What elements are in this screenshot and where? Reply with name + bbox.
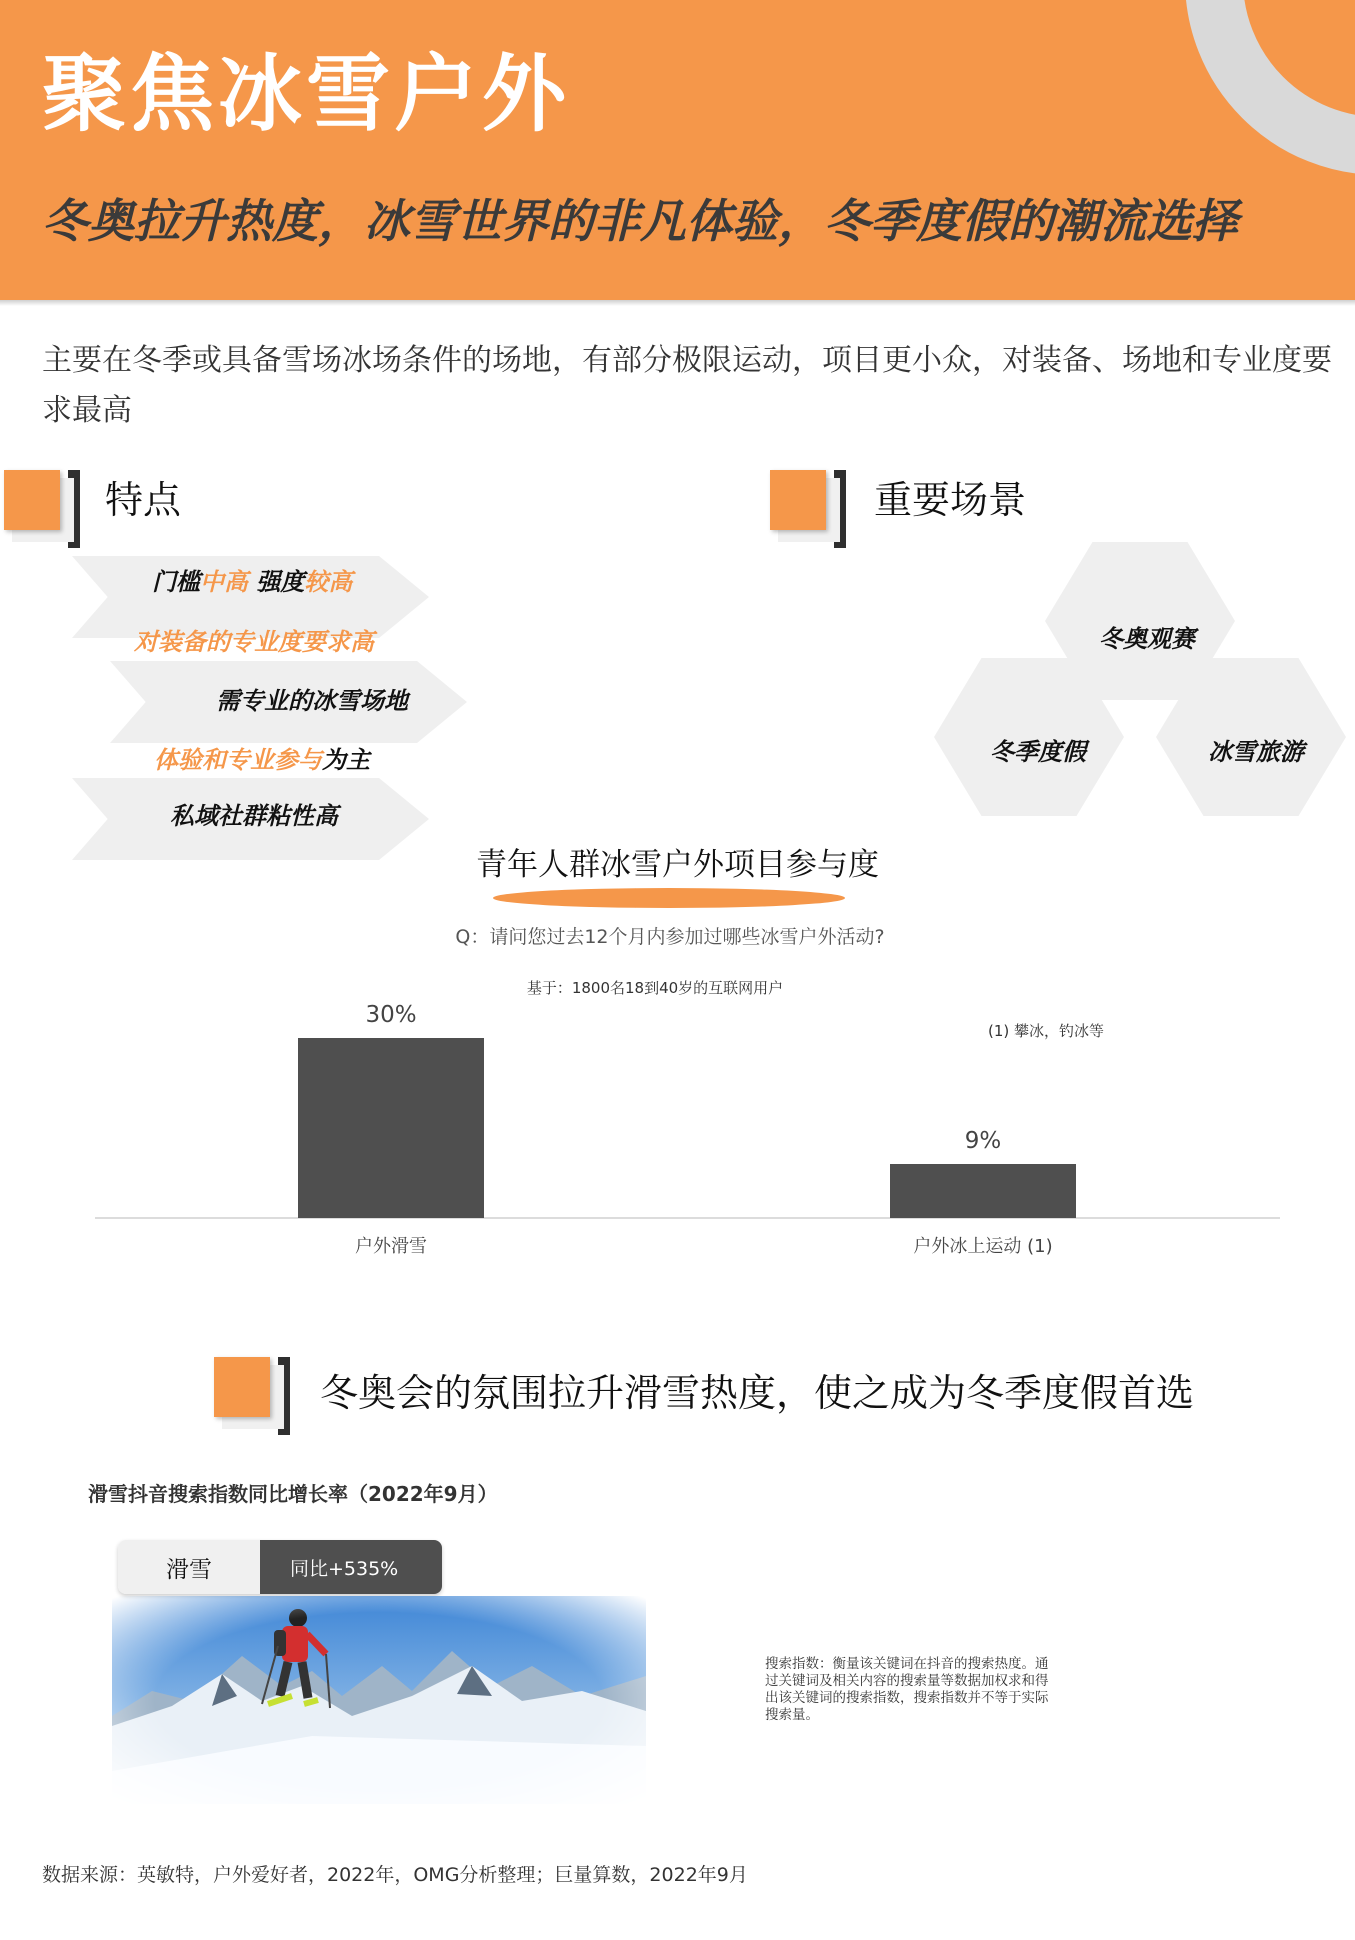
bar-value-label: 9%: [964, 1128, 1002, 1154]
scenes-heading: 重要场景: [874, 478, 1027, 522]
growth-tag: [118, 1540, 442, 1594]
chart-base-note: 基于：1800名18到40岁的互联网用户: [526, 979, 784, 997]
features-section-icon: [4, 470, 66, 536]
category-label: 户外冰上运动 (1): [913, 1236, 1053, 1257]
growth-tag-label: 滑雪: [118, 1540, 260, 1594]
bar-chart: [0, 960, 1355, 1280]
features-heading: 特点: [105, 478, 182, 522]
bar-1: [890, 1164, 1076, 1218]
feature-item-venue: 需专业的冰雪场地: [216, 687, 408, 715]
growth-tag-value: 同比+535%: [260, 1540, 442, 1594]
page-title: 聚焦冰雪户外: [42, 45, 571, 143]
scene-item-vacation: 冬季度假: [990, 738, 1086, 766]
bar-value-label: 30%: [365, 1002, 417, 1028]
olympics-section-icon: [214, 1357, 276, 1423]
search-index-heading: 滑雪抖音搜索指数同比增长率（2022年9月）: [88, 1482, 498, 1506]
feature-item-equipment: 对装备的专业度要求高: [134, 628, 374, 656]
intro-text: 主要在冬季或具备雪场冰场条件的场地，有部分极限运动，项目更小众，对装备、场地和专业度要求最高: [42, 343, 1332, 428]
scene-item-olympics: 冬奥观赛: [1099, 625, 1195, 653]
feature-item-experience: 体验和专业参与为主: [154, 746, 370, 774]
olympics-heading: 冬奥会的氛围拉升滑雪热度，使之成为冬季度假首选: [320, 1371, 1195, 1415]
skier-mountain-image: [112, 1596, 646, 1804]
chart-question: Q：请问您过去12个月内参加过哪些冰雪户外活动?: [455, 926, 885, 948]
header-divider: [0, 300, 1355, 306]
feature-item-community: 私域社群粘性高: [170, 802, 338, 830]
bar-0: [298, 1038, 484, 1218]
feature-item-threshold: 门槛中高 强度较高: [152, 568, 353, 596]
search-index-definition: 搜索指数：衡量该关键词在抖音的搜索热度。通过关键词及相关内容的搜索量等数据加权求和得出该关键词的搜索指数，搜索指数并不等于实际搜索量。: [765, 1656, 1049, 1723]
chart-title-underline: [493, 888, 845, 908]
chart-title: 青年人群冰雪户外项目参与度: [476, 847, 879, 883]
decorative-ring: [1185, 0, 1355, 175]
header-banner: [0, 0, 1355, 300]
scene-item-tourism: 冰雪旅游: [1208, 738, 1304, 766]
data-source: 数据来源：英敏特，户外爱好者，2022年，OMG分析整理；巨量算数，2022年9月: [42, 1864, 748, 1886]
scenes-section-icon: [770, 470, 832, 536]
page-subtitle: 冬奥拉升热度，冰雪世界的非凡体验，冬季度假的潮流选择: [42, 194, 1238, 248]
category-label: 户外滑雪: [355, 1236, 427, 1257]
chart-footnote: (1) 攀冰，钓冰等: [988, 1022, 1105, 1040]
